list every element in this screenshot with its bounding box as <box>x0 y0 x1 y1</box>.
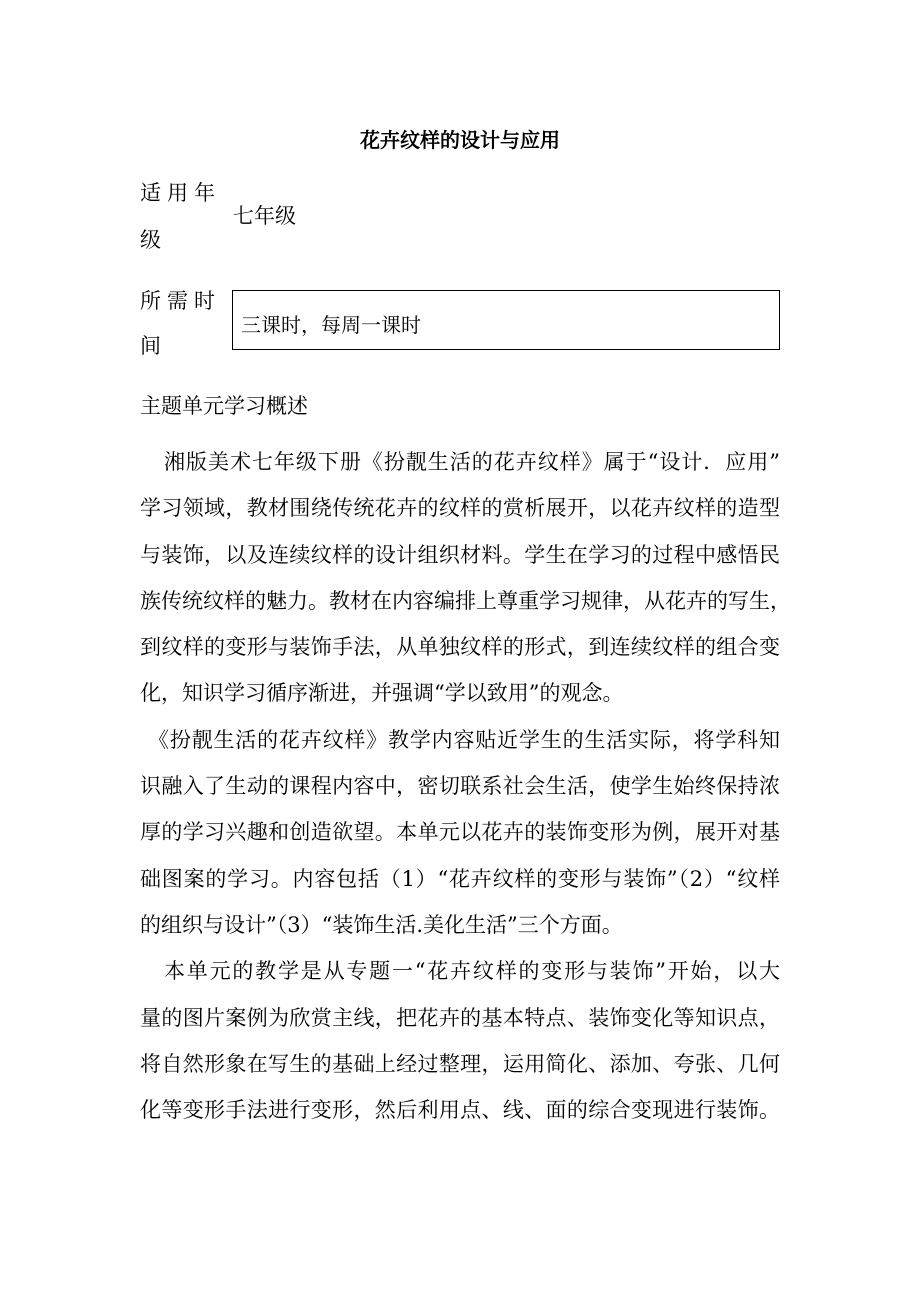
section-heading: 主题单元学习概述 <box>140 394 308 418</box>
paragraph-line: 的组织与设计”（3）“装饰生活.美化生活”三个方面。 <box>140 912 623 937</box>
paragraph-line: 湘版美术七年级下册《扮靓生活的花卉纹样》属于“设计．应用” <box>164 450 780 474</box>
time-value: 三课时，每周一课时 <box>241 313 421 337</box>
paragraph-1 <box>140 439 791 717</box>
body-text <box>140 439 791 1133</box>
grade-label-line1: 适用年 <box>140 181 221 205</box>
paragraph-line: 化等变形手法进行变形，然后利用点、线、面的综合变现进行装饰。 <box>140 1098 780 1123</box>
paragraph-line: 础图案的学习。内容包括（1）“花卉纹样的变形与装饰”（2）“纹样 <box>140 866 780 891</box>
paragraph-2 <box>140 717 780 948</box>
paragraph-line: 厚的学习兴趣和创造欲望。本单元以花卉的装饰变形为例，展开对基 <box>140 820 780 845</box>
paragraph-line: 族传统纹样的魅力。教材在内容编排上尊重学习规律，从花卉的写生， <box>140 588 791 613</box>
paragraph-line: 本单元的教学是从专题一“花卉纹样的变形与装饰”开始，以大 <box>164 959 780 984</box>
paragraph-line: 《扮靓生活的花卉纹样》教学内容贴近学生的生活实际，将学科知 <box>148 727 780 752</box>
paragraph-line: 化，知识学习循序渐进，并强调“学以致用”的观念。 <box>140 681 624 706</box>
time-value-box <box>232 290 780 350</box>
paragraph-line: 到纹样的变形与装饰手法，从单独纹样的形式，到连续纹样的组合变 <box>140 635 780 660</box>
paragraph-line: 识融入了生动的课程内容中，密切联系社会生活，使学生始终保持浓 <box>140 774 780 799</box>
paragraph-line: 量的图片案例为欣赏主线，把花卉的基本特点、装饰变化等知识点， <box>140 1005 780 1030</box>
document-title: 花卉纹样的设计与应用 <box>360 128 560 152</box>
paragraph-line: 与装饰，以及连续纹样的设计组织材料。学生在学习的过程中感悟民 <box>140 542 780 567</box>
paragraph-3 <box>140 948 780 1133</box>
grade-value: 七年级 <box>233 204 296 228</box>
paragraph-line: 学习领域，教材围绕传统花卉的纹样的赏析展开，以花卉纹样的造型 <box>140 496 780 521</box>
time-label-line1: 所需时 <box>140 289 221 313</box>
grade-label-line2: 级 <box>140 228 167 252</box>
time-label-line2: 间 <box>140 334 167 358</box>
paragraph-line: 将自然形象在写生的基础上经过整理，运用简化、添加、夸张、几何 <box>140 1051 780 1076</box>
